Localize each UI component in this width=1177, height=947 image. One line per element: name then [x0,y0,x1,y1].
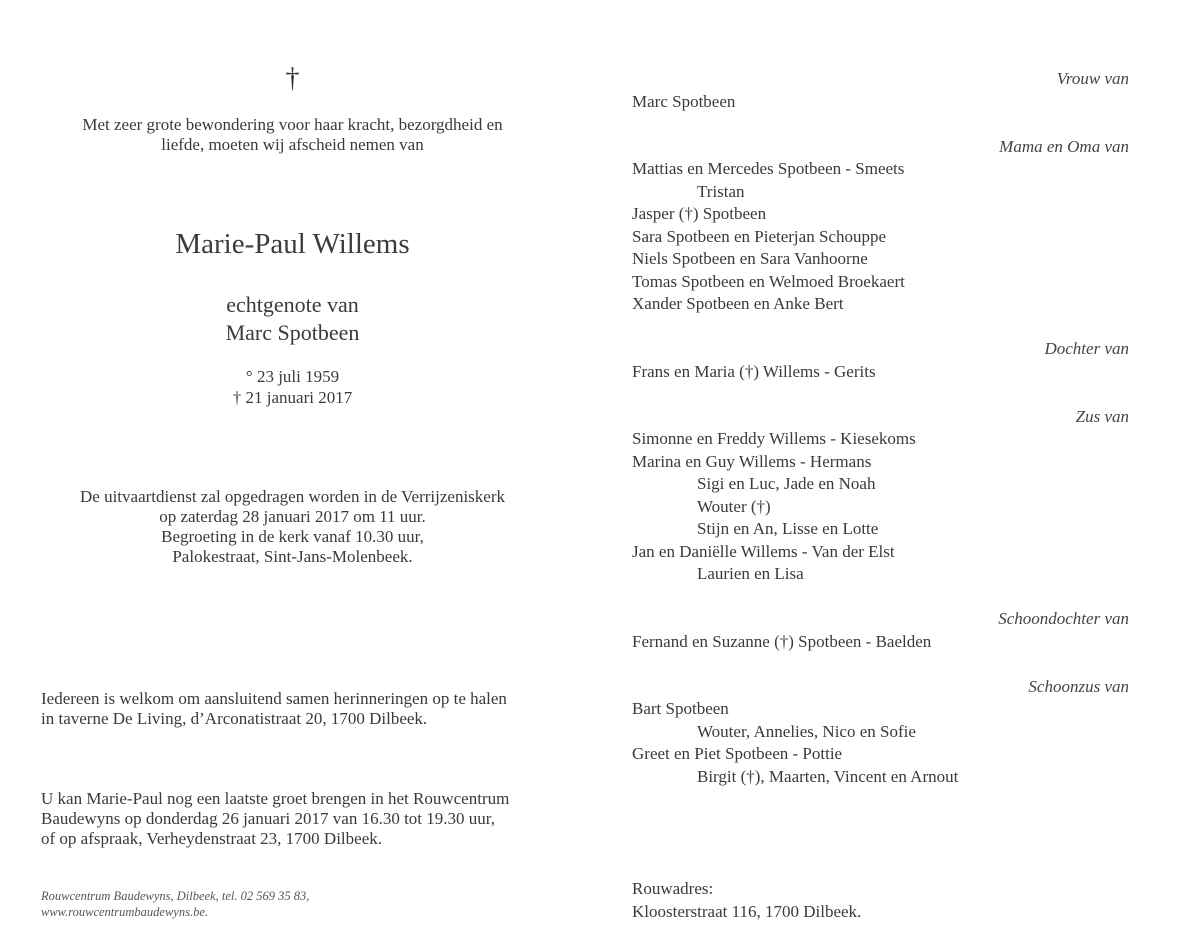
cross-icon: † [285,63,300,94]
family-list [632,0,1129,947]
intro-line: Met zeer grote bewondering voor haar kracht, bezorgdheid en [82,115,503,134]
spouse-line: echtgenote van [226,292,359,317]
visitation-line: Baudewyns op donderdag 26 januari 2017 van 16.30 tot 19.30 uur, [41,809,495,828]
spouse-line: Marc Spotbeen [225,320,360,345]
family-entry: Sigi en Luc, Jade en Noah [697,474,876,493]
visitation-line: of op afspraak, Verheydenstraat 23, 1700 Dilbeek. [41,829,382,848]
section-heading: Zus van [1075,407,1129,426]
family-entry: Frans en Maria (†) Willems - Gerits [632,362,876,381]
family-entry: Xander Spotbeen en Anke Bert [632,294,844,313]
family-entry: Marc Spotbeen [632,92,736,111]
family-entry: Sara Spotbeen en Pieterjan Schouppe [632,227,886,246]
reception-line: Iedereen is welkom om aansluitend samen herinneringen op te halen [41,689,507,708]
reception-text [41,689,561,729]
birth-date: ° 23 juli 1959 [245,367,340,386]
section-heading: Dochter van [1044,339,1129,358]
funeral-home-footer [41,888,561,920]
family-entry: Jasper (†) Spotbeen [632,204,767,223]
family-entry: Greet en Piet Spotbeen - Pottie [632,744,843,763]
address-value: Kloosterstraat 116, 1700 Dilbeek. [632,902,862,921]
reception-line: in taverne De Living, d’Arconatistraat 20, 1700 Dilbeek. [41,709,428,728]
service-line: op zaterdag 28 januari 2017 om 11 uur. [159,507,426,526]
footer-line: www.rouwcentrumbaudewyns.be. [41,905,209,919]
family-entry: Simonne en Freddy Willems - Kiesekoms [632,429,916,448]
death-date: † 21 januari 2017 [232,388,353,407]
family-entry: Fernand en Suzanne (†) Spotbeen - Baelden [632,632,932,651]
address-label: Rouwadres: [632,879,714,898]
section-heading: Vrouw van [1056,69,1129,88]
footer-line: Rouwcentrum Baudewyns, Dilbeek, tel. 02 569 35 83, [41,889,310,903]
service-line: Begroeting in de kerk vanaf 10.30 uur, [161,527,424,546]
family-entry: Marina en Guy Willems - Hermans [632,452,872,471]
family-entry: Wouter, Annelies, Nico en Sofie [697,722,916,741]
mourning-address [632,877,861,923]
section-heading: Schoondochter van [998,609,1129,628]
family-entry: Jan en Daniëlle Willems - Van der Elst [632,542,895,561]
spouse-text [40,291,545,347]
family-entry: Bart Spotbeen [632,699,729,718]
family-entry: Wouter (†) [697,497,771,516]
funeral-service-text [40,487,545,567]
service-line: De uitvaartdienst zal opgedragen worden in de Verrijzeniskerk [80,487,505,506]
intro-text [40,115,545,155]
service-line: Palokestraat, Sint-Jans-Molenbeek. [172,547,413,566]
family-entry: Mattias en Mercedes Spotbeen - Smeets [632,159,905,178]
intro-line: liefde, moeten wij afscheid nemen van [161,135,424,154]
family-entry: Tomas Spotbeen en Welmoed Broekaert [632,272,905,291]
family-entry: Tristan [697,182,745,201]
section-heading: Mama en Oma van [999,137,1129,156]
family-entry: Laurien en Lisa [697,564,804,583]
family-entry: Birgit (†), Maarten, Vincent en Arnout [697,767,959,786]
family-entry: Stijn en An, Lisse en Lotte [697,519,879,538]
family-entry: Niels Spotbeen en Sara Vanhoorne [632,249,868,268]
visitation-text [41,789,561,849]
section-heading: Schoonzus van [1028,677,1129,696]
visitation-line: U kan Marie-Paul nog een laatste groet brengen in het Rouwcentrum [41,789,510,808]
deceased-name: Marie-Paul Willems [175,228,410,260]
life-dates [40,366,545,408]
